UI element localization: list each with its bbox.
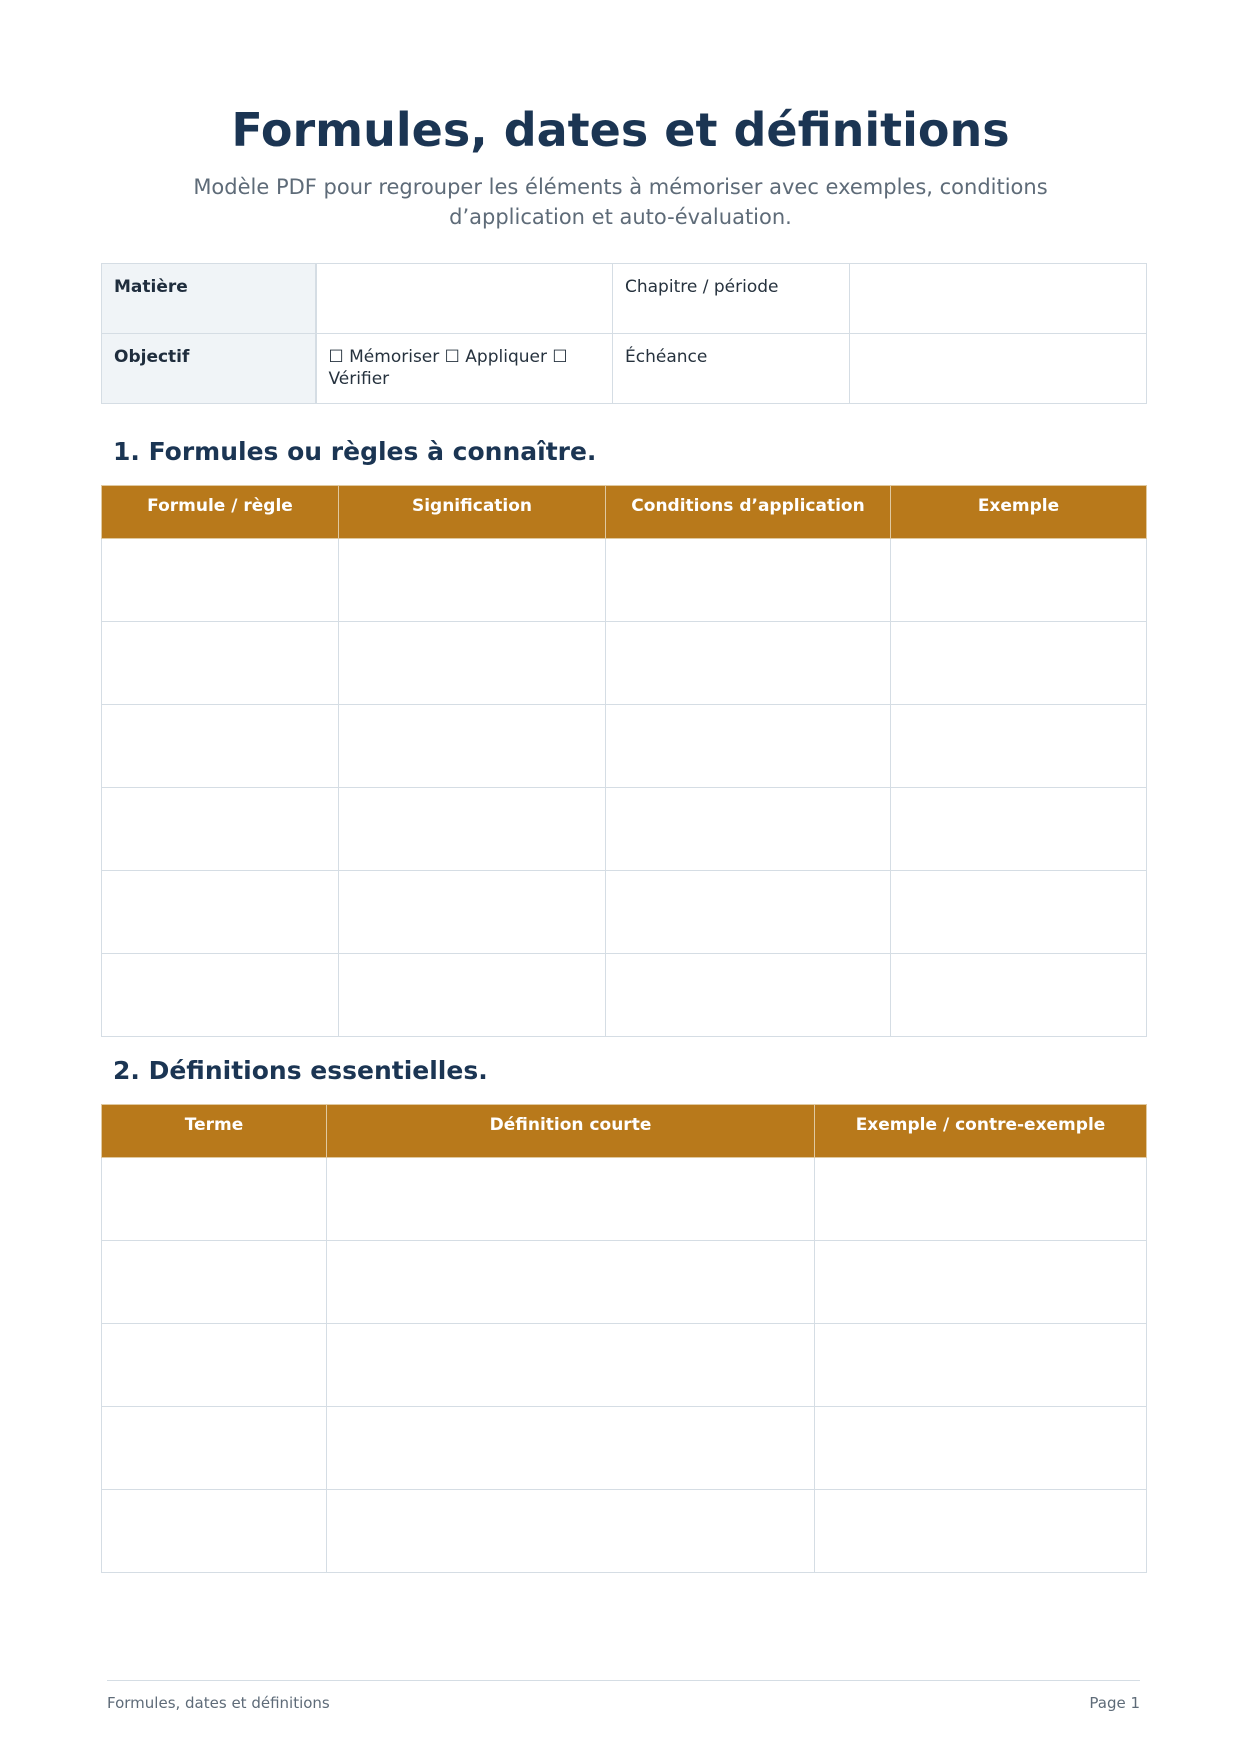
table-cell[interactable]	[891, 871, 1147, 954]
table-cell[interactable]	[891, 954, 1147, 1037]
table-row	[102, 705, 1147, 788]
subject-field[interactable]	[316, 264, 613, 334]
table-cell[interactable]	[102, 871, 339, 954]
table-cell[interactable]	[606, 705, 891, 788]
col-header-example: Exemple	[891, 486, 1147, 539]
page-number: Page 1	[1089, 1694, 1140, 1712]
table-cell[interactable]	[815, 1407, 1147, 1490]
table-cell[interactable]	[815, 1324, 1147, 1407]
table-row	[102, 1241, 1147, 1324]
definitions-header-row	[102, 1105, 1147, 1158]
col-header-conditions: Conditions d’application	[606, 486, 891, 539]
footer-title: Formules, dates et définitions	[107, 1694, 330, 1712]
table-row	[102, 1324, 1147, 1407]
table-row	[102, 1407, 1147, 1490]
table-cell[interactable]	[339, 871, 606, 954]
formulas-header-row	[102, 486, 1147, 539]
table-cell[interactable]	[815, 1158, 1147, 1241]
col-header-example-counter: Exemple / contre-exemple	[815, 1105, 1147, 1158]
table-cell[interactable]	[339, 705, 606, 788]
page-title: Formules, dates et définitions	[231, 103, 1010, 157]
table-cell[interactable]	[891, 539, 1147, 622]
col-header-definition: Définition courte	[327, 1105, 815, 1158]
table-cell[interactable]	[327, 1241, 815, 1324]
footer-divider	[107, 1680, 1140, 1681]
info-row-subject	[102, 264, 1147, 334]
table-cell[interactable]	[339, 954, 606, 1037]
col-header-formula: Formule / règle	[102, 486, 339, 539]
table-cell[interactable]	[815, 1241, 1147, 1324]
table-row	[102, 1158, 1147, 1241]
section-1-heading: 1. Formules ou règles à connaître.	[113, 437, 597, 466]
table-row	[102, 788, 1147, 871]
table-cell[interactable]	[102, 539, 339, 622]
table-cell[interactable]	[606, 788, 891, 871]
table-cell[interactable]	[327, 1407, 815, 1490]
info-table	[101, 263, 1147, 404]
table-cell[interactable]	[102, 705, 339, 788]
table-cell[interactable]	[606, 871, 891, 954]
table-cell[interactable]	[102, 1324, 327, 1407]
table-cell[interactable]	[891, 788, 1147, 871]
objective-options[interactable]: ☐ Mémoriser ☐ Appliquer ☐ Vérifier	[316, 334, 613, 404]
subtitle-line-2: d’application et auto-évaluation.	[449, 205, 792, 229]
table-cell[interactable]	[327, 1490, 815, 1573]
table-cell[interactable]	[102, 954, 339, 1037]
objective-label: Objectif	[102, 334, 316, 404]
col-header-term: Terme	[102, 1105, 327, 1158]
table-cell[interactable]	[339, 788, 606, 871]
col-header-meaning: Signification	[339, 486, 606, 539]
table-cell[interactable]	[815, 1490, 1147, 1573]
table-cell[interactable]	[891, 622, 1147, 705]
section-2-heading: 2. Définitions essentielles.	[113, 1056, 488, 1085]
table-row	[102, 622, 1147, 705]
subject-label: Matière	[102, 264, 316, 334]
table-cell[interactable]	[102, 1241, 327, 1324]
table-cell[interactable]	[102, 1490, 327, 1573]
table-cell[interactable]	[891, 705, 1147, 788]
table-row	[102, 954, 1147, 1037]
subtitle-line-1: Modèle PDF pour regrouper les éléments à mémoriser avec exemples, conditions	[193, 175, 1048, 199]
table-cell[interactable]	[606, 622, 891, 705]
deadline-label: Échéance	[613, 334, 850, 404]
table-cell[interactable]	[606, 539, 891, 622]
formulas-table	[101, 485, 1147, 1037]
table-row	[102, 871, 1147, 954]
table-cell[interactable]	[102, 1407, 327, 1490]
table-cell[interactable]	[327, 1324, 815, 1407]
chapter-label: Chapitre / période	[613, 264, 850, 334]
definitions-table	[101, 1104, 1147, 1573]
info-row-objective	[102, 334, 1147, 404]
table-cell[interactable]	[606, 954, 891, 1037]
table-cell[interactable]	[102, 1158, 327, 1241]
table-cell[interactable]	[339, 622, 606, 705]
table-cell[interactable]	[327, 1158, 815, 1241]
deadline-field[interactable]	[850, 334, 1147, 404]
page-subtitle	[160, 172, 1081, 232]
table-cell[interactable]	[102, 622, 339, 705]
table-cell[interactable]	[102, 788, 339, 871]
table-cell[interactable]	[339, 539, 606, 622]
table-row	[102, 539, 1147, 622]
table-row	[102, 1490, 1147, 1573]
chapter-field[interactable]	[850, 264, 1147, 334]
